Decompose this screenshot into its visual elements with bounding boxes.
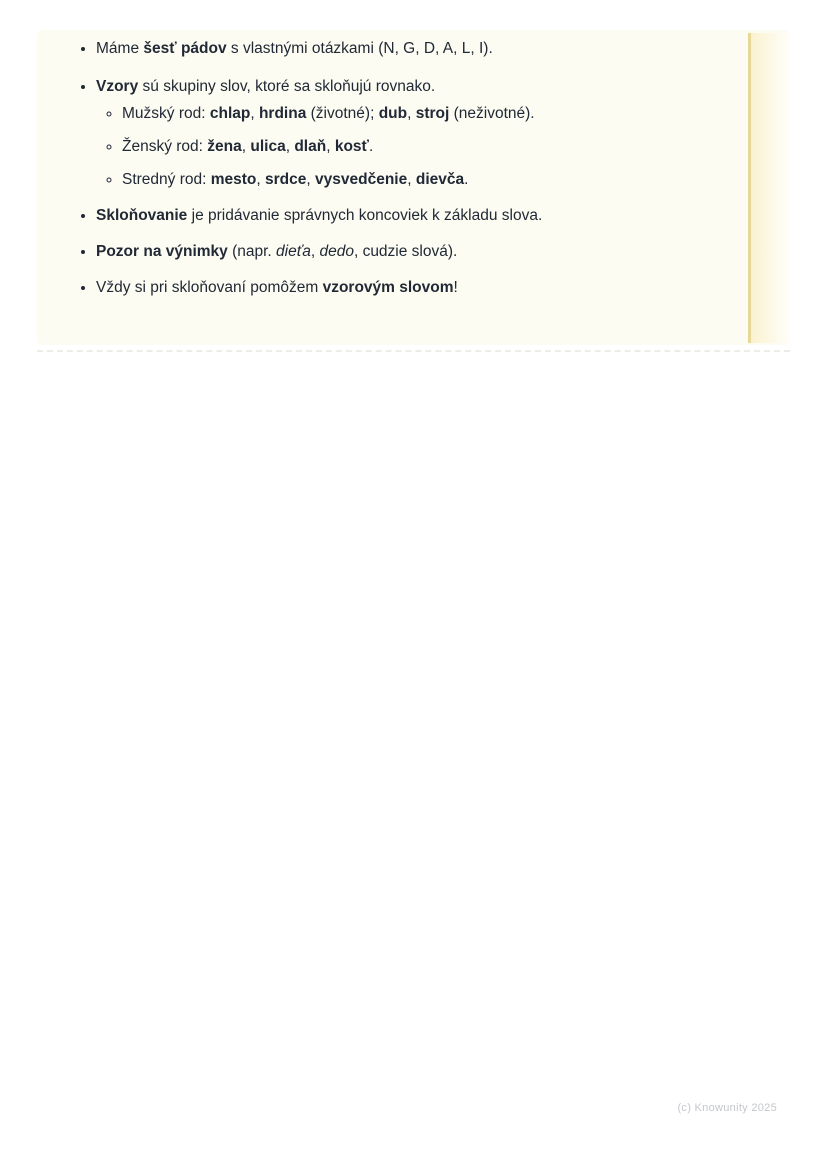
text-segment: ulica xyxy=(250,138,286,155)
text-segment: , xyxy=(326,138,335,155)
list-item xyxy=(96,38,747,60)
text-segment: s vlastnými otázkami (N, G, D, A, L, I). xyxy=(226,40,493,57)
text-segment: dieťa xyxy=(276,243,311,260)
text-segment: . xyxy=(368,138,374,155)
text-segment: Pozor na výnimky xyxy=(96,243,228,260)
list-item xyxy=(96,241,747,263)
text-segment: dedo xyxy=(319,243,354,260)
sub-list-item xyxy=(122,103,747,125)
text-segment: dievča xyxy=(415,171,465,188)
notes-area xyxy=(37,30,747,313)
text-segment: je pridávanie správnych koncoviek k základu slova. xyxy=(187,207,543,224)
document-page xyxy=(37,30,790,345)
text-segment: šesť pádov xyxy=(143,40,227,57)
text-segment: vysvedčenie xyxy=(315,171,408,188)
text-segment: , xyxy=(250,105,259,122)
text-segment: hrdina xyxy=(258,105,307,122)
text-segment: , xyxy=(310,243,320,260)
text-segment: kosť xyxy=(334,138,369,155)
text-segment: (životné); xyxy=(306,105,379,122)
sub-list xyxy=(96,103,747,191)
text-segment: Mužský rod: xyxy=(122,105,210,122)
text-segment: vzorovým slovom xyxy=(322,279,454,296)
text-segment: Vždy si pri skloňovaní pomôžem xyxy=(96,279,323,296)
text-segment: Stredný rod: xyxy=(122,171,211,188)
text-segment: . xyxy=(464,171,469,188)
text-segment: , xyxy=(306,171,316,188)
text-segment: žena xyxy=(207,138,242,155)
notes-list xyxy=(37,38,747,299)
text-segment: dlaň xyxy=(294,138,327,155)
text-segment: (napr. xyxy=(227,243,277,260)
text-segment: (neživotné). xyxy=(449,105,535,122)
text-segment: , xyxy=(407,105,416,122)
copyright-notice: (c) Knowunity 2025 xyxy=(677,1102,777,1114)
text-segment: Ženský rod: xyxy=(122,138,208,155)
text-segment: ! xyxy=(453,279,458,296)
page-edge-highlight xyxy=(748,33,790,343)
list-item xyxy=(96,277,747,299)
text-segment: , xyxy=(256,171,266,188)
text-segment: , cudzie slová). xyxy=(353,243,458,260)
sub-list-item xyxy=(122,169,747,191)
text-segment: Skloňovanie xyxy=(96,207,188,224)
text-segment: , xyxy=(407,171,416,188)
text-segment: , xyxy=(241,138,251,155)
text-segment: , xyxy=(285,138,295,155)
text-segment: Vzory xyxy=(96,78,139,95)
text-segment: mesto xyxy=(210,171,257,188)
text-segment: sú skupiny slov, ktoré sa skloňujú rovnako. xyxy=(138,78,436,95)
sub-list-item xyxy=(122,136,747,158)
text-segment: Máme xyxy=(96,40,144,57)
page-break-divider xyxy=(37,350,790,352)
list-item xyxy=(96,205,747,227)
text-segment: chlap xyxy=(209,105,251,122)
text-segment: dub xyxy=(378,105,408,122)
text-segment: stroj xyxy=(415,105,450,122)
list-item xyxy=(96,76,747,191)
text-segment: srdce xyxy=(265,171,307,188)
